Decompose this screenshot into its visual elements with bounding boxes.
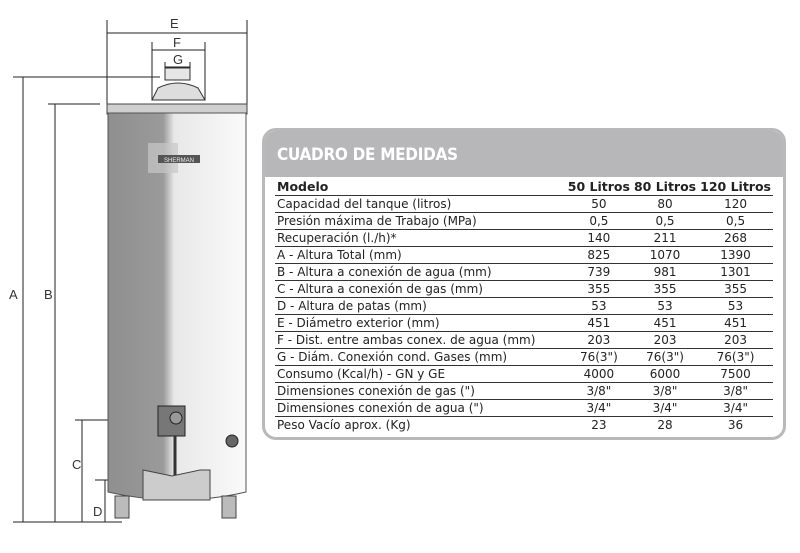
water-heater-drawing	[0, 0, 260, 549]
cell-value: 4000	[566, 366, 632, 383]
cell-value: 3/4"	[566, 400, 632, 417]
table-header-bar	[265, 131, 783, 177]
table-row	[275, 332, 773, 349]
cell-value: 23	[591, 418, 607, 432]
cell-value: 80	[632, 196, 698, 213]
cell-value: 0,5	[632, 213, 698, 230]
cell-value: 1070	[632, 247, 698, 264]
cell-value: 1301	[698, 264, 773, 281]
cell-value: 7500	[698, 366, 773, 383]
dimension-label-a: A	[9, 287, 18, 302]
cell-value: 203	[698, 332, 773, 349]
table-row	[275, 247, 773, 264]
cell-value: 739	[566, 264, 632, 281]
cell-value: 825	[566, 247, 632, 264]
row-label: Recuperación (l./h)*	[275, 230, 566, 247]
column-header: 120 Litros	[700, 179, 771, 194]
row-label: A - Altura Total (mm)	[275, 247, 566, 264]
cell-value: 3/4"	[698, 400, 773, 417]
cell-value: 355	[632, 281, 698, 298]
row-label: Peso Vacío aprox. (Kg)	[277, 418, 411, 432]
table-header-row	[275, 179, 773, 196]
table-row	[275, 383, 773, 400]
cell-value: 355	[566, 281, 632, 298]
table-row	[275, 417, 773, 434]
table-row	[275, 264, 773, 281]
column-header: 50 Litros	[567, 179, 630, 194]
cell-value: 0,5	[698, 213, 773, 230]
cell-value: 76(3")	[698, 349, 773, 366]
row-label: Dimensiones conexión de agua (")	[275, 400, 566, 417]
dimension-label-g: G	[173, 52, 184, 67]
dimension-label-f: F	[173, 35, 181, 50]
cell-value: 36	[727, 418, 744, 432]
table-title: CUADRO DE MEDIDAS	[277, 145, 458, 165]
table-row	[275, 281, 773, 298]
cell-value: 3/8"	[566, 383, 632, 400]
table-row	[275, 213, 773, 230]
row-label: C - Altura a conexión de gas (mm)	[275, 281, 566, 298]
measurements-table	[275, 179, 773, 433]
dimension-label-b: B	[44, 287, 53, 302]
row-label: Capacidad del tanque (litros)	[275, 196, 566, 213]
table-row	[275, 196, 773, 213]
row-label: Presión máxima de Trabajo (MPa)	[275, 213, 566, 230]
cell-value: 268	[698, 230, 773, 247]
column-header: Modelo	[275, 179, 566, 196]
row-label: G - Diám. Conexión cond. Gases (mm)	[275, 349, 566, 366]
water-heater-diagram	[0, 0, 260, 549]
table-row	[275, 366, 773, 383]
table-row	[275, 315, 773, 332]
row-label: Consumo (Kcal/h) - GN y GE	[275, 366, 566, 383]
cell-value: 28	[657, 418, 673, 432]
cell-value: 53	[698, 298, 773, 315]
cell-value: 3/4"	[632, 400, 698, 417]
row-label: Dimensiones conexión de gas (")	[275, 383, 566, 400]
cell-value: 211	[632, 230, 698, 247]
cell-value: 76(3")	[566, 349, 632, 366]
table-row	[275, 230, 773, 247]
dimension-label-c: C	[72, 457, 82, 472]
cell-value: 451	[566, 315, 632, 332]
table-row	[275, 349, 773, 366]
cell-value: 981	[632, 264, 698, 281]
cell-value: 203	[632, 332, 698, 349]
dimension-label-d: D	[93, 504, 103, 519]
cell-value: 3/8"	[632, 383, 698, 400]
cell-value: 203	[566, 332, 632, 349]
cell-value: 6000	[632, 366, 698, 383]
cell-value: 53	[566, 298, 632, 315]
row-label: E - Diámetro exterior (mm)	[275, 315, 566, 332]
row-label: D - Altura de patas (mm)	[275, 298, 566, 315]
row-label: B - Altura a conexión de agua (mm)	[275, 264, 566, 281]
cell-value: 0,5	[566, 213, 632, 230]
dimension-label-e: E	[170, 16, 179, 31]
cell-value: 451	[698, 315, 773, 332]
cell-value: 1390	[698, 247, 773, 264]
cell-value: 451	[632, 315, 698, 332]
table-row	[275, 400, 773, 417]
cell-value: 76(3")	[632, 349, 698, 366]
cell-value: 50	[566, 196, 632, 213]
row-label: F - Dist. entre ambas conex. de agua (mm)	[275, 332, 566, 349]
table-row	[275, 298, 773, 315]
svg-text:SHERMAN: SHERMAN	[163, 158, 195, 164]
cell-value: 53	[632, 298, 698, 315]
cell-value: 3/8"	[698, 383, 773, 400]
cell-value: 140	[566, 230, 632, 247]
cell-value: 355	[698, 281, 773, 298]
column-header: 80 Litros	[633, 179, 697, 194]
measurements-table-panel	[262, 128, 786, 440]
cell-value: 120	[698, 196, 773, 213]
